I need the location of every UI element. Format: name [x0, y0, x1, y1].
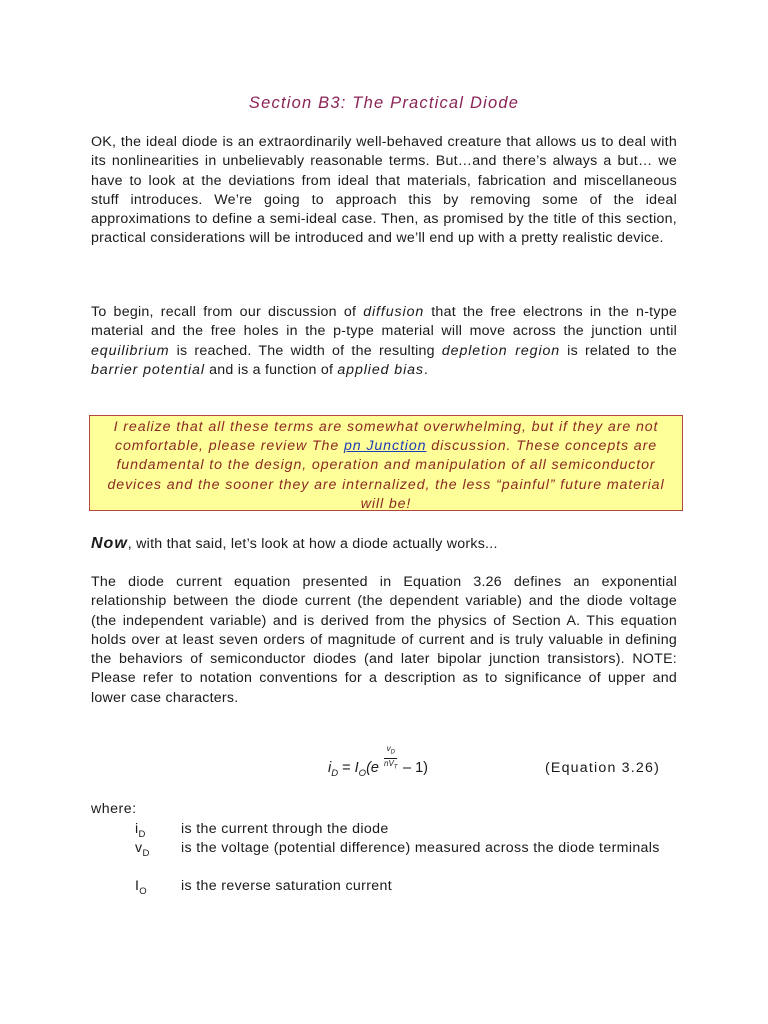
eq-id-sub: D — [331, 767, 339, 779]
definition-text: is the current through the diode — [181, 821, 389, 837]
eq-io-sub: O — [358, 767, 367, 779]
exp-denominator-sub: T — [393, 764, 398, 771]
now-line-text: , with that said, let’s look at how a diode actually works... — [127, 536, 498, 552]
exp-numerator: v — [386, 744, 391, 753]
equation-intro-paragraph: The diode current equation presented in Equation 3.26 defines an exponential relationship between the diode current (the dependent variable) and the diode voltage (the independent variable) and is derived from the physics of Section A. This equation holds over at least seven orders of magnitude of current and is truly valuable in defining the behaviors of semiconductor diodes (and later bipolar junction transistors). NOTE: Please refer to notation conventions for a description as to significance of upper and lower case characters. — [91, 574, 677, 706]
exp-numerator-sub: D — [390, 749, 395, 756]
p2-text-5: and is a function of — [204, 361, 338, 378]
now-emphasis: Now — [91, 535, 128, 552]
exp-denominator: nV — [384, 758, 394, 768]
now-line — [91, 534, 677, 554]
sym-sub: D — [142, 847, 150, 859]
term-depletion-region: depletion region — [441, 342, 561, 359]
term-equilibrium: equilibrium — [91, 342, 170, 359]
diffusion-paragraph — [91, 303, 677, 380]
definition-symbol — [135, 839, 150, 863]
eq-id: i — [328, 760, 332, 776]
sym-sub: O — [139, 885, 148, 897]
eq-close: – 1) — [398, 760, 428, 776]
p2-text-2: that the free electrons in the n-type material and the free holes in the p-type material will move across the junction until — [91, 304, 677, 340]
review-callout-box — [89, 415, 683, 511]
where-label: where: — [91, 801, 137, 817]
section-title: Section B3: The Practical Diode — [248, 94, 520, 112]
p2-text-3: is reached. The width of the resulting — [169, 342, 442, 359]
diode-current-equation — [328, 760, 428, 779]
definition-text: is the voltage (potential difference) measured across the diode terminals — [181, 840, 660, 856]
callout-text-1: I realize that all these terms are somewhat overwhelming, but if they are not comfortable, please review The — [113, 419, 659, 455]
term-applied-bias: applied bias — [337, 361, 424, 378]
sym-sub: D — [138, 828, 146, 840]
sym-letter: i — [135, 821, 139, 837]
sym-letter: v — [135, 840, 143, 856]
equation-label: (Equation 3.26) — [545, 760, 661, 776]
eq-io: I — [354, 760, 359, 776]
eq-equals: = — [338, 760, 355, 776]
intro-paragraph: OK, the ideal diode is an extraordinarily well-behaved creature that allows us to deal with its nonlinearities in unbelievably reasonable terms. But…and there’s always a but… we have to look at the deviations from ideal that materials, fabrication and miscellaneous stuff introduces. We’re going to approach this by removing some of the ideal approximations to define a semi-ideal case. Then, as promised by the title of this section, practical considerations will be introduced and we’ll end up with a pretty realistic device. — [91, 134, 677, 247]
p2-text-1: To begin, recall from our discussion of — [91, 304, 364, 320]
pn-junction-link[interactable]: pn Junction — [343, 438, 427, 455]
definition-symbol — [135, 877, 147, 901]
definition-text: is the reverse saturation current — [181, 878, 393, 894]
p2-text-6: . — [423, 361, 429, 378]
term-diffusion: diffusion — [363, 304, 425, 320]
term-barrier-potential: barrier potential — [91, 361, 205, 378]
sym-letter: I — [135, 878, 140, 894]
p2-text-4: is related to the — [560, 342, 677, 359]
callout-text-2: discussion. These concepts are fundamental to the design, operation and manipulation of all semiconductor devices and the sooner they are internalized, the less “painful” future material will be! — [107, 438, 665, 512]
eq-exponential: (e — [366, 760, 379, 776]
